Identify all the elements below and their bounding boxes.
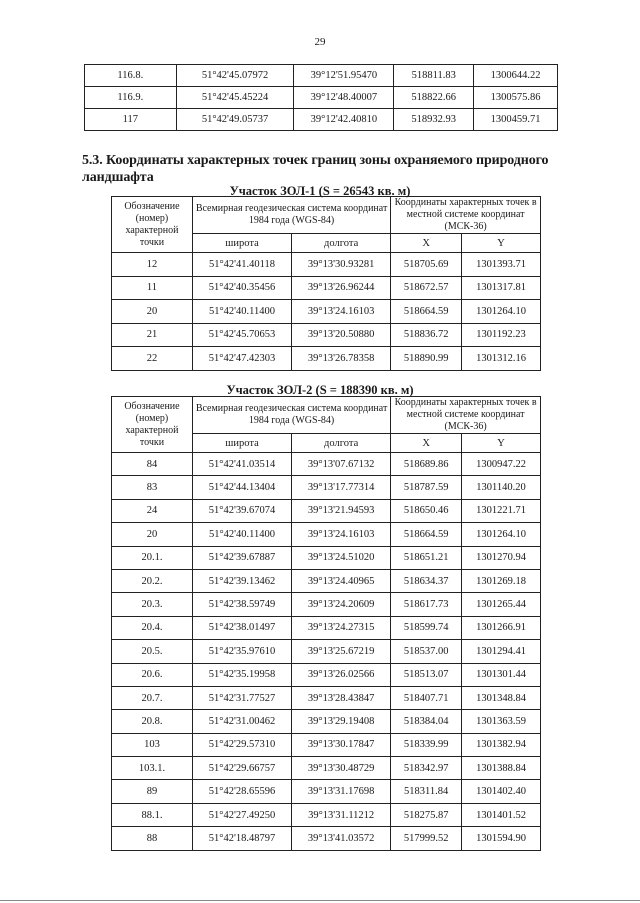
y-cell: 1301301.44 bbox=[462, 663, 541, 686]
point-id-cell: 20.7. bbox=[112, 686, 193, 709]
table-row bbox=[112, 276, 541, 300]
point-id-cell: 116.8. bbox=[85, 65, 177, 87]
x-cell: 518836.72 bbox=[391, 323, 462, 347]
zol2-caption: Участок ЗОЛ-2 (S = 188390 кв. м) bbox=[226, 383, 414, 397]
point-id-cell: 20.5. bbox=[112, 640, 193, 663]
latitude-cell: 51°42'31.77527 bbox=[192, 686, 291, 709]
zol1-caption: Участок ЗОЛ-1 (S = 26543 кв. м) bbox=[229, 184, 411, 198]
y-cell: 1301363.59 bbox=[462, 710, 541, 733]
latitude-cell: 51°42'45.07972 bbox=[176, 65, 294, 87]
point-id-cell: 20.6. bbox=[112, 663, 193, 686]
longitude-cell: 39°13'21.94593 bbox=[292, 499, 391, 522]
y-cell: 1301312.16 bbox=[462, 347, 541, 371]
latitude-cell: 51°42'41.40118 bbox=[192, 253, 291, 277]
id-column-header: Обозначение (номер) характерной точки bbox=[112, 397, 193, 453]
table-row bbox=[112, 733, 541, 756]
latitude-cell: 51°42'18.48797 bbox=[192, 827, 291, 850]
y-cell: 1300459.71 bbox=[474, 109, 558, 131]
x-header: X bbox=[391, 234, 462, 253]
section-heading: 5.3. Координаты характерных точек границ зоны охраняемого природного ландшафта bbox=[82, 153, 549, 185]
table-row bbox=[85, 87, 558, 109]
table-row bbox=[112, 546, 541, 569]
point-id-cell: 88 bbox=[112, 827, 193, 850]
latitude-cell: 51°42'38.59749 bbox=[192, 593, 291, 616]
y-cell: 1301270.94 bbox=[462, 546, 541, 569]
y-cell: 1301294.41 bbox=[462, 640, 541, 663]
x-header: X bbox=[391, 434, 462, 453]
longitude-cell: 39°13'26.02566 bbox=[292, 663, 391, 686]
point-id-cell: 22 bbox=[112, 347, 193, 371]
y-cell: 1301388.84 bbox=[462, 757, 541, 780]
latitude-cell: 51°42'47.42303 bbox=[192, 347, 291, 371]
latitude-cell: 51°42'28.65596 bbox=[192, 780, 291, 803]
point-id-cell: 11 bbox=[112, 276, 193, 300]
x-cell: 518634.37 bbox=[391, 569, 462, 592]
x-cell: 518651.21 bbox=[391, 546, 462, 569]
latitude-cell: 51°42'45.70653 bbox=[192, 323, 291, 347]
latitude-cell: 51°42'38.01497 bbox=[192, 616, 291, 639]
x-cell: 518664.59 bbox=[391, 523, 462, 546]
x-cell: 518664.59 bbox=[391, 300, 462, 324]
longitude-cell: 39°13'31.17698 bbox=[292, 780, 391, 803]
table-row bbox=[112, 686, 541, 709]
longitude-cell: 39°13'24.51020 bbox=[292, 546, 391, 569]
longitude-cell: 39°13'30.17847 bbox=[292, 733, 391, 756]
point-id-cell: 84 bbox=[112, 453, 193, 476]
latitude-header: широта bbox=[192, 234, 291, 253]
zol1-table-body bbox=[112, 253, 541, 371]
x-cell: 518811.83 bbox=[394, 65, 474, 87]
x-cell: 518599.74 bbox=[391, 616, 462, 639]
y-cell: 1301317.81 bbox=[462, 276, 541, 300]
table-row bbox=[112, 640, 541, 663]
y-cell: 1301221.71 bbox=[462, 499, 541, 522]
x-cell: 518275.87 bbox=[391, 803, 462, 826]
longitude-cell: 39°13'28.43847 bbox=[292, 686, 391, 709]
y-cell: 1301269.18 bbox=[462, 569, 541, 592]
x-cell: 518513.07 bbox=[391, 663, 462, 686]
y-cell: 1300644.22 bbox=[474, 65, 558, 87]
point-id-cell: 116.9. bbox=[85, 87, 177, 109]
table-row bbox=[112, 827, 541, 850]
longitude-header: долгота bbox=[292, 234, 391, 253]
point-id-cell: 103.1. bbox=[112, 757, 193, 780]
latitude-header: широта bbox=[192, 434, 291, 453]
table-row bbox=[112, 710, 541, 733]
x-cell: 518672.57 bbox=[391, 276, 462, 300]
point-id-cell: 20 bbox=[112, 300, 193, 324]
x-cell: 518407.71 bbox=[391, 686, 462, 709]
latitude-cell: 51°42'39.67074 bbox=[192, 499, 291, 522]
zol2-coordinates-table bbox=[111, 396, 541, 851]
longitude-cell: 39°13'24.20609 bbox=[292, 593, 391, 616]
point-id-cell: 20.2. bbox=[112, 569, 193, 592]
table-row bbox=[85, 65, 558, 87]
x-cell: 518890.99 bbox=[391, 347, 462, 371]
latitude-cell: 51°42'45.45224 bbox=[176, 87, 294, 109]
latitude-cell: 51°42'40.35456 bbox=[192, 276, 291, 300]
id-column-header: Обозначение (номер) характерной точки bbox=[112, 197, 193, 253]
latitude-cell: 51°42'29.66757 bbox=[192, 757, 291, 780]
x-cell: 518384.04 bbox=[391, 710, 462, 733]
longitude-cell: 39°13'24.16103 bbox=[292, 523, 391, 546]
table-row bbox=[112, 300, 541, 324]
latitude-cell: 51°42'31.00462 bbox=[192, 710, 291, 733]
wgs84-group-header: Всемирная геодезическая система координат 1984 года (WGS-84) bbox=[192, 197, 390, 234]
table-row bbox=[112, 663, 541, 686]
point-id-cell: 20.8. bbox=[112, 710, 193, 733]
x-cell: 518705.69 bbox=[391, 253, 462, 277]
longitude-cell: 39°13'24.40965 bbox=[292, 569, 391, 592]
table-row bbox=[112, 499, 541, 522]
latitude-cell: 51°42'44.13404 bbox=[192, 476, 291, 499]
table-row bbox=[112, 347, 541, 371]
longitude-cell: 39°12'42.40810 bbox=[294, 109, 394, 131]
point-id-cell: 103 bbox=[112, 733, 193, 756]
table-row bbox=[112, 476, 541, 499]
latitude-cell: 51°42'40.11400 bbox=[192, 523, 291, 546]
msk36-group-header: Координаты характерных точек в местной системе координат (МСК-36) bbox=[391, 197, 541, 234]
latitude-cell: 51°42'27.49250 bbox=[192, 803, 291, 826]
x-cell: 518689.86 bbox=[391, 453, 462, 476]
longitude-header: долгота bbox=[292, 434, 391, 453]
table-row bbox=[112, 453, 541, 476]
y-cell: 1300575.86 bbox=[474, 87, 558, 109]
table-row bbox=[112, 780, 541, 803]
table-row bbox=[112, 757, 541, 780]
point-id-cell: 21 bbox=[112, 323, 193, 347]
wgs84-group-header: Всемирная геодезическая система координат 1984 года (WGS-84) bbox=[192, 397, 390, 434]
y-cell: 1301401.52 bbox=[462, 803, 541, 826]
x-cell: 518342.97 bbox=[391, 757, 462, 780]
latitude-cell: 51°42'35.19958 bbox=[192, 663, 291, 686]
longitude-cell: 39°13'30.93281 bbox=[292, 253, 391, 277]
y-header: Y bbox=[462, 234, 541, 253]
point-id-cell: 20.1. bbox=[112, 546, 193, 569]
longitude-cell: 39°13'07.67132 bbox=[292, 453, 391, 476]
longitude-cell: 39°13'26.96244 bbox=[292, 276, 391, 300]
x-cell: 518537.00 bbox=[391, 640, 462, 663]
table-row bbox=[112, 616, 541, 639]
point-id-cell: 20 bbox=[112, 523, 193, 546]
msk36-group-header: Координаты характерных точек в местной системе координат (МСК-36) bbox=[391, 397, 541, 434]
x-cell: 518787.59 bbox=[391, 476, 462, 499]
latitude-cell: 51°42'29.57310 bbox=[192, 733, 291, 756]
latitude-cell: 51°42'39.13462 bbox=[192, 569, 291, 592]
table-row bbox=[112, 523, 541, 546]
x-cell: 517999.52 bbox=[391, 827, 462, 850]
point-id-cell: 88.1. bbox=[112, 803, 193, 826]
longitude-cell: 39°13'25.67219 bbox=[292, 640, 391, 663]
x-cell: 518339.99 bbox=[391, 733, 462, 756]
latitude-cell: 51°42'41.03514 bbox=[192, 453, 291, 476]
y-cell: 1301140.20 bbox=[462, 476, 541, 499]
latitude-cell: 51°42'49.05737 bbox=[176, 109, 294, 131]
point-id-cell: 83 bbox=[112, 476, 193, 499]
x-cell: 518932.93 bbox=[394, 109, 474, 131]
point-id-cell: 117 bbox=[85, 109, 177, 131]
longitude-cell: 39°13'24.27315 bbox=[292, 616, 391, 639]
point-id-cell: 89 bbox=[112, 780, 193, 803]
latitude-cell: 51°42'40.11400 bbox=[192, 300, 291, 324]
y-cell: 1301192.23 bbox=[462, 323, 541, 347]
longitude-cell: 39°13'30.48729 bbox=[292, 757, 391, 780]
y-cell: 1301265.44 bbox=[462, 593, 541, 616]
y-cell: 1301594.90 bbox=[462, 827, 541, 850]
longitude-cell: 39°13'26.78358 bbox=[292, 347, 391, 371]
table-row bbox=[112, 253, 541, 277]
table-row bbox=[112, 323, 541, 347]
point-id-cell: 12 bbox=[112, 253, 193, 277]
longitude-cell: 39°13'41.03572 bbox=[292, 827, 391, 850]
y-cell: 1301393.71 bbox=[462, 253, 541, 277]
y-cell: 1301348.84 bbox=[462, 686, 541, 709]
longitude-cell: 39°13'24.16103 bbox=[292, 300, 391, 324]
x-cell: 518311.84 bbox=[391, 780, 462, 803]
x-cell: 518822.66 bbox=[394, 87, 474, 109]
y-cell: 1301264.10 bbox=[462, 300, 541, 324]
latitude-cell: 51°42'35.97610 bbox=[192, 640, 291, 663]
table-row bbox=[112, 569, 541, 592]
table-row bbox=[112, 593, 541, 616]
page-number: 29 bbox=[314, 36, 326, 48]
longitude-cell: 39°12'48.40007 bbox=[294, 87, 394, 109]
y-cell: 1301264.10 bbox=[462, 523, 541, 546]
longitude-cell: 39°13'20.50880 bbox=[292, 323, 391, 347]
point-id-cell: 24 bbox=[112, 499, 193, 522]
page-bottom-divider bbox=[0, 900, 640, 901]
longitude-cell: 39°13'31.11212 bbox=[292, 803, 391, 826]
top-table-body bbox=[85, 65, 558, 131]
coordinates-table-continued bbox=[84, 64, 558, 131]
x-cell: 518650.46 bbox=[391, 499, 462, 522]
table-row bbox=[85, 109, 558, 131]
y-cell: 1301266.91 bbox=[462, 616, 541, 639]
point-id-cell: 20.3. bbox=[112, 593, 193, 616]
table-row bbox=[112, 803, 541, 826]
point-id-cell: 20.4. bbox=[112, 616, 193, 639]
y-header: Y bbox=[462, 434, 541, 453]
y-cell: 1300947.22 bbox=[462, 453, 541, 476]
zol2-table-body bbox=[112, 453, 541, 851]
zol1-coordinates-table bbox=[111, 196, 541, 371]
y-cell: 1301382.94 bbox=[462, 733, 541, 756]
x-cell: 518617.73 bbox=[391, 593, 462, 616]
latitude-cell: 51°42'39.67887 bbox=[192, 546, 291, 569]
longitude-cell: 39°13'29.19408 bbox=[292, 710, 391, 733]
longitude-cell: 39°13'17.77314 bbox=[292, 476, 391, 499]
longitude-cell: 39°12'51.95470 bbox=[294, 65, 394, 87]
y-cell: 1301402.40 bbox=[462, 780, 541, 803]
